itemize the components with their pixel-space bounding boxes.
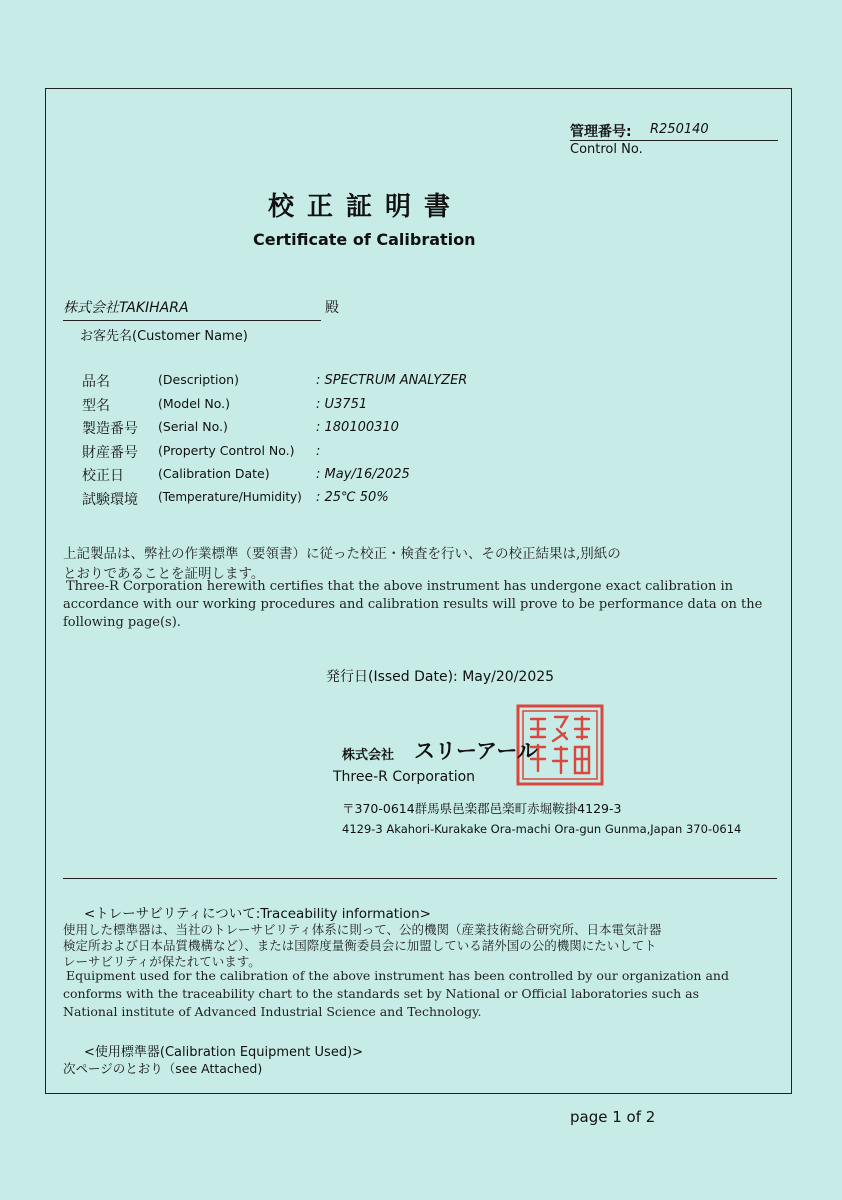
statement-en-line-3: following page(s). [63, 615, 181, 630]
statement-en-line-2: accordance with our working procedures and calibration results will prove to be performance data on the [63, 597, 763, 612]
property-label-en: (Property Control No.) [158, 443, 295, 458]
serial-label-jp: 製造番号 [82, 421, 138, 437]
description-label-en: (Description) [158, 372, 239, 387]
section-divider [63, 878, 777, 879]
traceability-en-line-1: Equipment used for the calibration of the above instrument has been controlled by our organization and [66, 968, 729, 983]
statement-en-line-1: Three-R Corporation herewith certifies that the above instrument has undergone exact calibration in [66, 579, 733, 594]
description-label-jp: 品名 [82, 374, 110, 390]
property-label-jp: 財産番号 [82, 445, 138, 461]
company-address-en: 4129-3 Akahori-Kurakake Ora-machi Ora-gun Gunma,Japan 370-0614 [342, 822, 742, 836]
property-value: : [316, 444, 321, 459]
traceability-en-line-2: conforms with the traceability chart to the standards set by National or Official laboratories such as [63, 986, 700, 1001]
control-number-value: R250140 [650, 122, 709, 137]
traceability-title: <トレーサビリティについて:Traceability information> [84, 906, 431, 922]
serial-value: : 180100310 [316, 420, 399, 435]
title-japanese: 校正証明書 [268, 192, 464, 222]
statement-jp-line-2: とおりであることを証明します。 [63, 566, 265, 582]
environment-value: : 25℃ 50% [316, 490, 389, 505]
control-number-field [570, 120, 778, 141]
issued-date: 発行日(Issed Date): May/20/2025 [326, 669, 555, 685]
company-name-en: Three-R Corporation [333, 769, 476, 785]
model-value: : U3751 [316, 397, 368, 412]
traceability-jp-line-3: レーサビリティが保たれています。 [63, 954, 261, 969]
customer-name: 株式会社TAKIHARA [63, 300, 189, 316]
description-value: : SPECTRUM ANALYZER [316, 373, 468, 388]
company-name-jp: スリーアール [414, 739, 538, 763]
customer-honorific: 殿 [325, 300, 339, 316]
calibration-date-label-jp: 校正日 [82, 468, 124, 484]
model-label-en: (Model No.) [158, 396, 231, 411]
control-number-label: 管理番号: [570, 124, 632, 140]
company-address-jp: 〒370-0614群馬県邑楽郡邑楽町赤堀鞍掛4129-3 [342, 801, 622, 816]
model-label-jp: 型名 [82, 398, 110, 414]
traceability-jp-line-1: 使用した標準器は、当社のトレーサビリティ体系に則って、公的機関（産業技術総合研究所、日本電気計器 [63, 922, 662, 937]
traceability-jp-line-2: 検定所および日本品質機構など）、または国際度量衡委員会に加盟している諸外国の公的機関にたいしてト [63, 938, 657, 953]
traceability-en-line-3: National institute of Advanced Industrial Science and Technology. [63, 1004, 482, 1019]
company-type-jp: 株式会社 [342, 748, 395, 763]
statement-jp-line-1: 上記製品は、弊社の作業標準（要領書）に従った校正・検査を行い、その校正結果は,別紙の [63, 546, 621, 562]
customer-name-label: お客先名(Customer Name) [80, 329, 248, 344]
calibration-date-label-en: (Calibration Date) [158, 466, 270, 481]
page-number: page 1 of 2 [570, 1108, 656, 1126]
calibration-date-value: : May/16/2025 [316, 467, 410, 482]
control-number-label-en: Control No. [570, 142, 643, 157]
title-english: Certificate of Calibration [253, 230, 476, 249]
equipment-value: 次ページのとおり（see Attached) [63, 1061, 263, 1076]
customer-underline [63, 320, 321, 321]
environment-label-en: (Temperature/Humidity) [158, 490, 302, 504]
equipment-title: <使用標準器(Calibration Equipment Used)> [84, 1045, 364, 1060]
serial-label-en: (Serial No.) [158, 419, 228, 434]
environment-label-jp: 試験環境 [82, 492, 138, 508]
